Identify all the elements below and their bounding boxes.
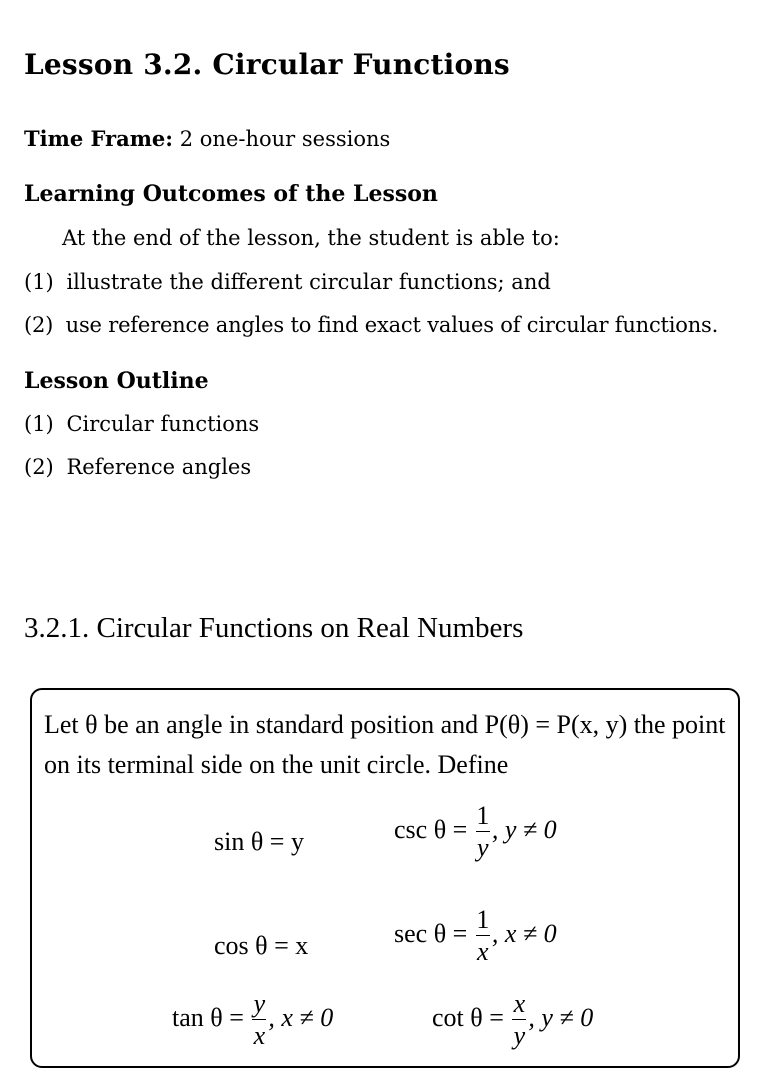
outline-text: Reference angles [66,455,252,479]
sec-fraction [476,906,490,966]
cot-condition: , y ≠ 0 [528,1002,594,1032]
csc-fraction [476,802,490,862]
definition-line-2: on its terminal side on the unit circle. Define [44,750,509,779]
time-frame-line [24,126,390,151]
outcomes-heading: Learning Outcomes of the Lesson [24,181,438,207]
csc-numerator: 1 [476,801,490,830]
outcome-text: illustrate the different circular functions; and [66,270,551,294]
fraction-bar [476,935,490,936]
outline-item [24,412,259,436]
outcomes-intro: At the end of the lesson, the student is able to: [62,226,560,250]
outcome-item [24,313,718,337]
outline-text: Circular functions [66,412,260,436]
time-frame-value: 2 one-hour sessions [179,127,391,151]
cot-fraction [512,990,526,1050]
sec-lhs: sec θ = [394,918,468,948]
cot-numerator: x [513,989,526,1018]
outcome-item [24,270,551,294]
outcome-number: (1) [24,270,54,294]
csc-definition [394,802,557,862]
tan-fraction [252,990,266,1050]
sec-condition: , x ≠ 0 [491,918,557,948]
cot-definition [432,990,593,1050]
csc-condition: , y ≠ 0 [491,814,557,844]
section-title: 3.2.1. Circular Functions on Real Numbers [24,612,524,644]
csc-denominator: y [477,833,489,863]
outline-heading: Lesson Outline [24,368,209,394]
cot-denominator: y [513,1021,526,1051]
sec-definition [394,906,557,966]
fraction-bar [512,1019,526,1020]
tan-lhs: tan θ = [172,1002,244,1032]
outcome-number: (2) [24,313,54,337]
csc-lhs: csc θ = [394,814,468,844]
cot-lhs: cot θ = [432,1002,504,1032]
outline-number: (2) [24,455,54,479]
outcome-text: use reference angles to find exact values of circular functions. [65,313,719,337]
sec-numerator: 1 [476,905,490,934]
fraction-bar [476,831,490,832]
definition-line-1: Let θ be an angle in standard position and P(θ) = P(x, y) the point [44,710,726,739]
outline-number: (1) [24,412,54,436]
cos-definition: cos θ = x [214,931,309,960]
tan-denominator: x [253,1021,266,1051]
tan-definition [172,990,333,1050]
tan-numerator: y [253,989,266,1018]
tan-condition: , x ≠ 0 [268,1002,334,1032]
outline-item [24,455,251,479]
time-frame-label: Time Frame: [24,126,174,151]
sin-definition: sin θ = y [214,827,304,856]
definition-box [30,688,740,1068]
fraction-bar [252,1019,266,1020]
lesson-title: Lesson 3.2. Circular Functions [24,48,510,81]
sec-denominator: x [477,937,489,967]
